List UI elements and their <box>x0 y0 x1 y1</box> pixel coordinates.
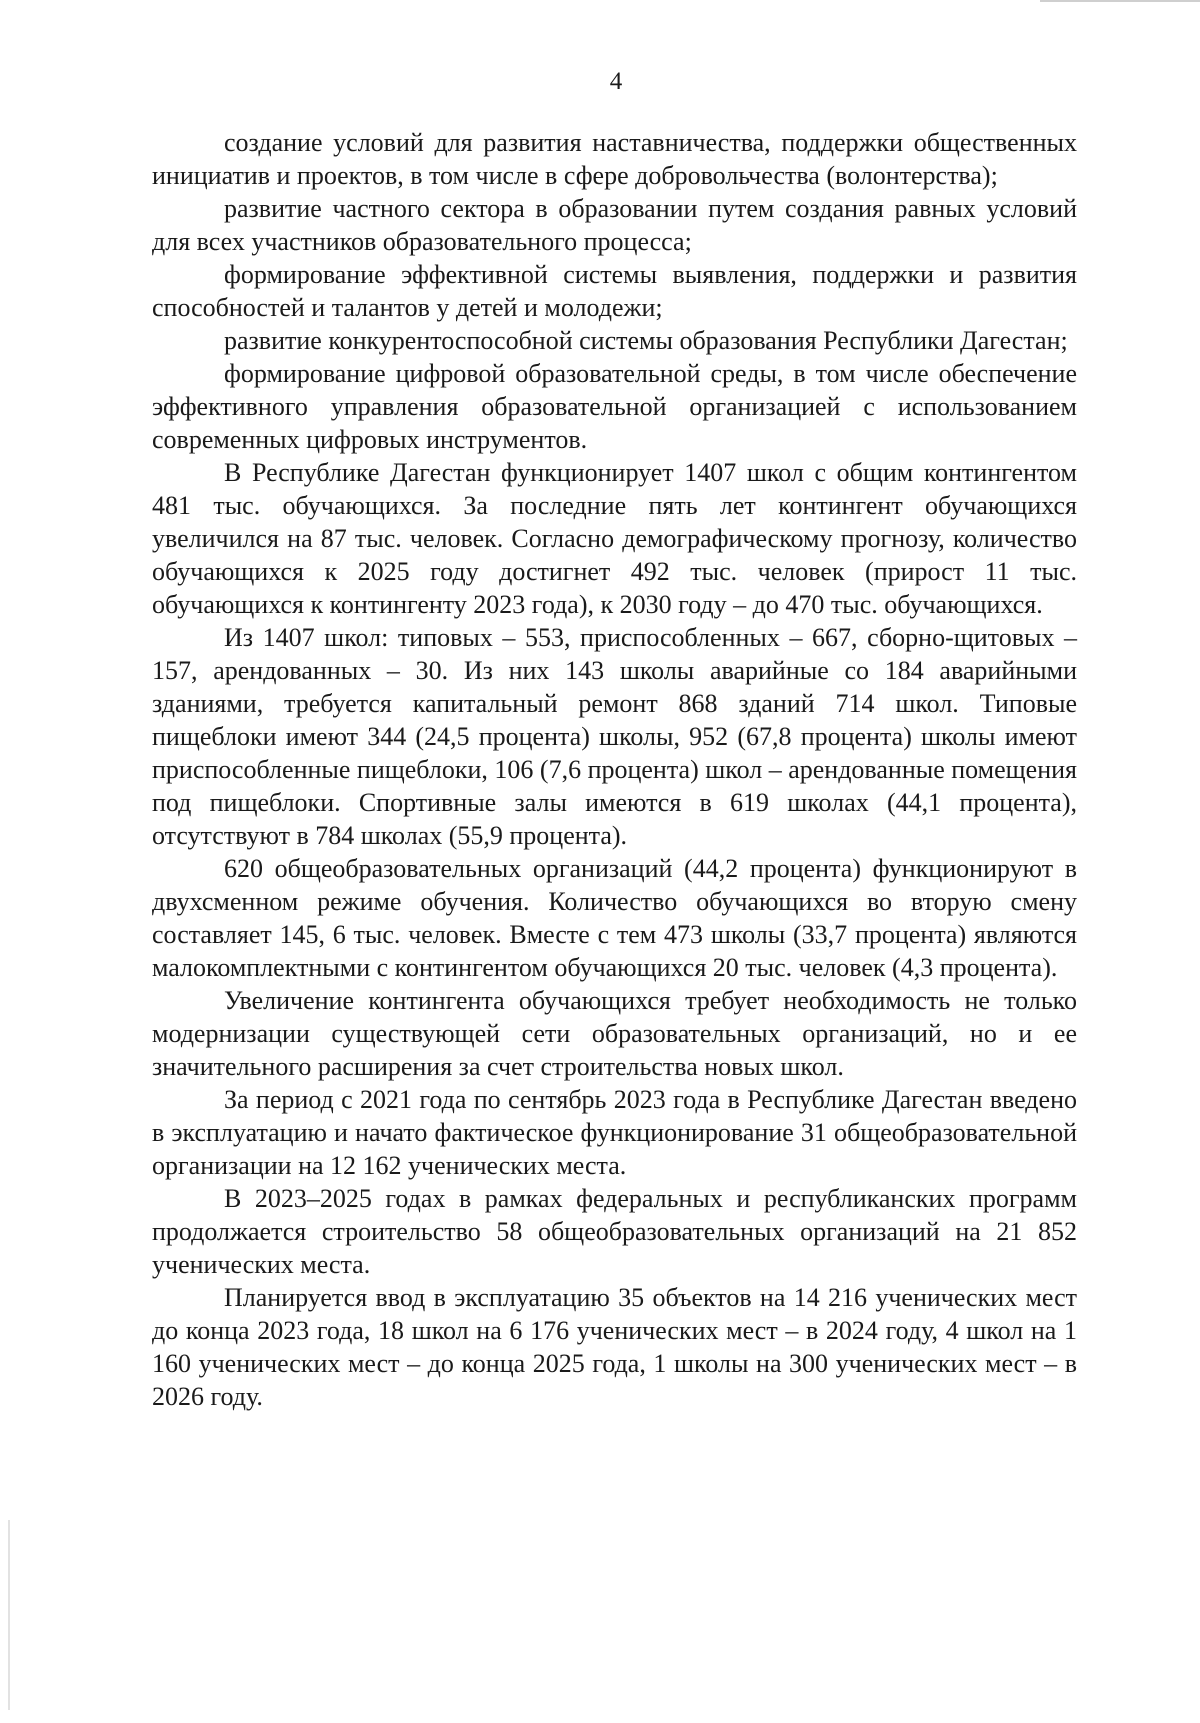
paragraph-planned: Планируется ввод в эксплуатацию 35 объектов на 14 216 ученических мест до конца 2023 года, 18 школ на 6 176 ученических мест – в 2024 году, 4 школ на 1 160 ученических мест – до конца 2025 года, 1 школы на 300 ученических мест – в 2026 году. <box>152 1283 1077 1411</box>
paragraph-commissioned: За период с 2021 года по сентябрь 2023 года в Республике Дагестан введено в эксплуатацию и начато фактическое функционирование 31 общеобразовательной организации на 12 162 ученических места. <box>152 1085 1077 1180</box>
scan-edge-top <box>1040 0 1200 2</box>
paragraph-two-shift: 620 общеобразовательных организаций (44,2 процента) функционируют в двухсменном режиме обучения. Количество обучающихся во вторую смену составляет 145, 6 тыс. человек. Вместе с тем 473 школы (33,7 процента) являются малокомплектными с контингентом обучающихся 20 тыс. человек (4,3 процента). <box>152 854 1077 982</box>
paragraph-school-types: Из 1407 школ: типовых – 553, приспособленных – 667, сборно-щитовых – 157, арендованных – 30. Из них 143 школы аварийные со 184 аварийными зданиями, требуется капитальный ремонт 868 зданий 714 школ. Типовые пищеблоки имеют 344 (24,5 процента) школы, 952 (67,8 процента) школы имеют приспособленные пищеблоки, 106 (7,6 процента) школ – арендованные помещения под пищеблоки. Спортивные залы имеются в 619 школах (44,1 процента), отсутствуют в 784 школах (55,9 процента). <box>152 623 1077 850</box>
paragraph-digital-environment: формирование цифровой образовательной среды, в том числе обеспечение эффективного управления образовательной организацией с использованием современных цифровых инструментов. <box>152 359 1077 454</box>
paragraph-competitive-system: развитие конкурентоспособной системы образования Республики Дагестан; <box>224 326 1068 355</box>
scan-edge-left <box>8 1520 10 1710</box>
document-body <box>152 126 1077 1413</box>
paragraph-schools-count: В Республике Дагестан функционирует 1407 школ с общим контингентом 481 тыс. обучающихся. За последние пять лет контингент обучающихся увеличился на 87 тыс. человек. Согласно демографическому прогнозу, количество обучающихся к 2025 году достигнет 492 тыс. человек (прирост 11 тыс. обучающихся к контингенту 2023 года), к 2030 году – до 470 тыс. обучающихся. <box>152 458 1077 619</box>
paragraph-network-expansion: Увеличение контингента обучающихся требует необходимость не только модернизации существующей сети образовательных организаций, но и ее значительного расширения за счет строительства новых школ. <box>152 986 1077 1081</box>
paragraph-mentoring: создание условий для развития наставничества, поддержки общественных инициатив и проектов, в том числе в сфере добровольчества (волонтерства); <box>152 128 1077 190</box>
paragraph-construction: В 2023–2025 годах в рамках федеральных и республиканских программ продолжается строительство 58 общеобразовательных организаций на 21 852 ученических места. <box>152 1184 1077 1279</box>
page-number: 4 <box>609 68 623 95</box>
paragraph-private-sector: развитие частного сектора в образовании путем создания равных условий для всех участников образовательного процесса; <box>152 194 1077 256</box>
paragraph-talents: формирование эффективной системы выявления, поддержки и развития способностей и талантов у детей и молодежи; <box>152 260 1077 322</box>
